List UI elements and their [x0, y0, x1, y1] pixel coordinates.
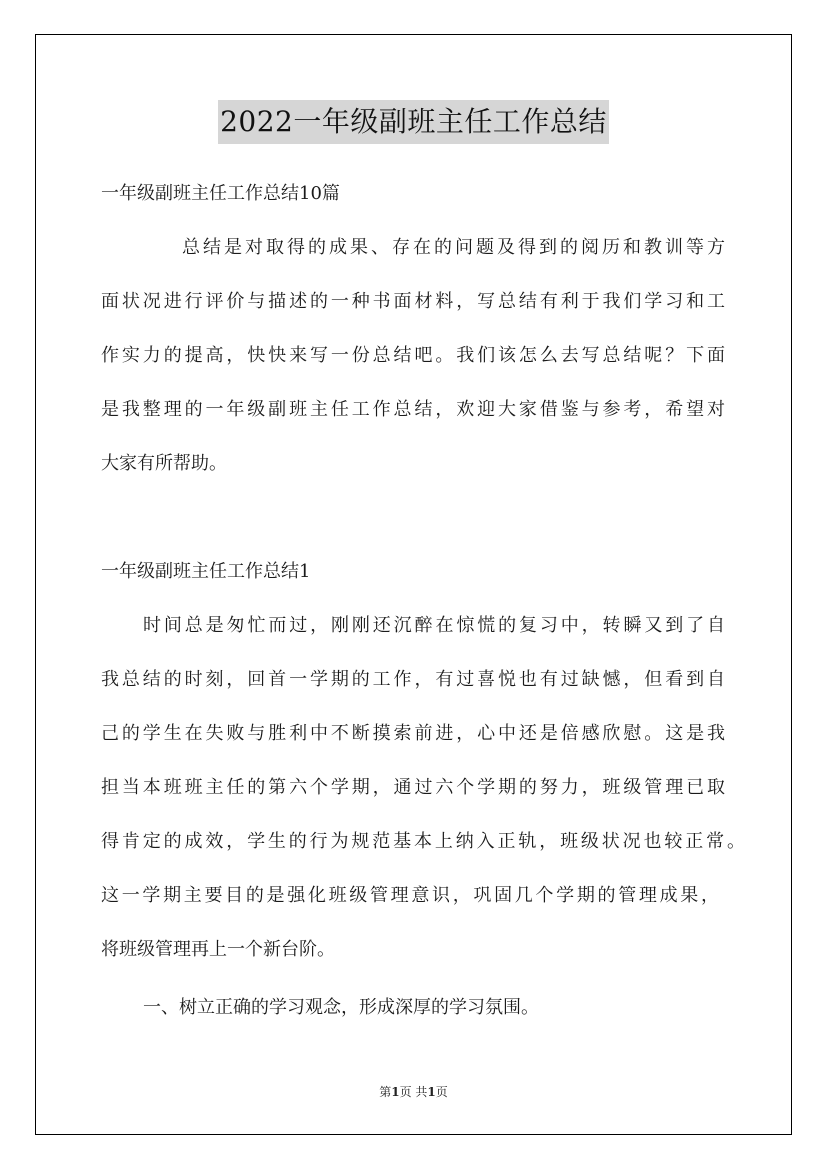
document-title: 2022一年级副班主任工作总结 — [218, 100, 609, 144]
intro-line-2: 面状况进行评价与描述的一种书面材料，写总结有利于我们学习和工 — [101, 291, 725, 312]
footer-page-current: 1 — [391, 1085, 400, 1099]
document-subtitle: 一年级副班主任工作总结10篇 — [101, 183, 340, 204]
footer-suffix: 页 — [435, 1085, 448, 1099]
section1-line-3: 己的学生在失败与胜利中不断摸索前进，心中还是倍感欣慰。这是我 — [101, 723, 725, 744]
section1-line-5: 得肯定的成效，学生的行为规范基本上纳入正轨，班级状况也较正常。 — [101, 831, 745, 852]
intro-line-5: 大家有所帮助。 — [101, 453, 227, 474]
point-1-heading: 一、树立正确的学习观念，形成深厚的学习氛围。 — [143, 997, 539, 1018]
section1-line-4: 担当本班班主任的第六个学期，通过六个学期的努力，班级管理已取 — [101, 777, 725, 798]
section1-heading: 一年级副班主任工作总结1 — [101, 561, 311, 582]
footer-prefix: 第 — [379, 1085, 392, 1099]
intro-line-3: 作实力的提高，快快来写一份总结吧。我们该怎么去写总结呢？下面 — [101, 345, 725, 366]
section1-line-7: 将班级管理再上一个新台阶。 — [101, 939, 335, 960]
intro-line-1: 总结是对取得的成果、存在的问题及得到的阅历和教训等方 — [182, 237, 725, 258]
section1-line-6: 这一学期主要目的是强化班级管理意识，巩固几个学期的管理成果， — [101, 885, 719, 906]
footer-mid: 页 共 — [399, 1085, 428, 1099]
section1-line-2: 我总结的时刻，回首一学期的工作，有过喜悦也有过缺憾，但看到自 — [101, 669, 725, 690]
page-footer — [0, 1084, 827, 1100]
intro-line-4: 是我整理的一年级副班主任工作总结，欢迎大家借鉴与参考，希望对 — [101, 399, 725, 420]
title-container — [0, 100, 827, 144]
section1-line-1: 时间总是匆忙而过，刚刚还沉醉在惊慌的复习中，转瞬又到了自 — [143, 615, 725, 636]
footer-page-total: 1 — [427, 1085, 436, 1099]
